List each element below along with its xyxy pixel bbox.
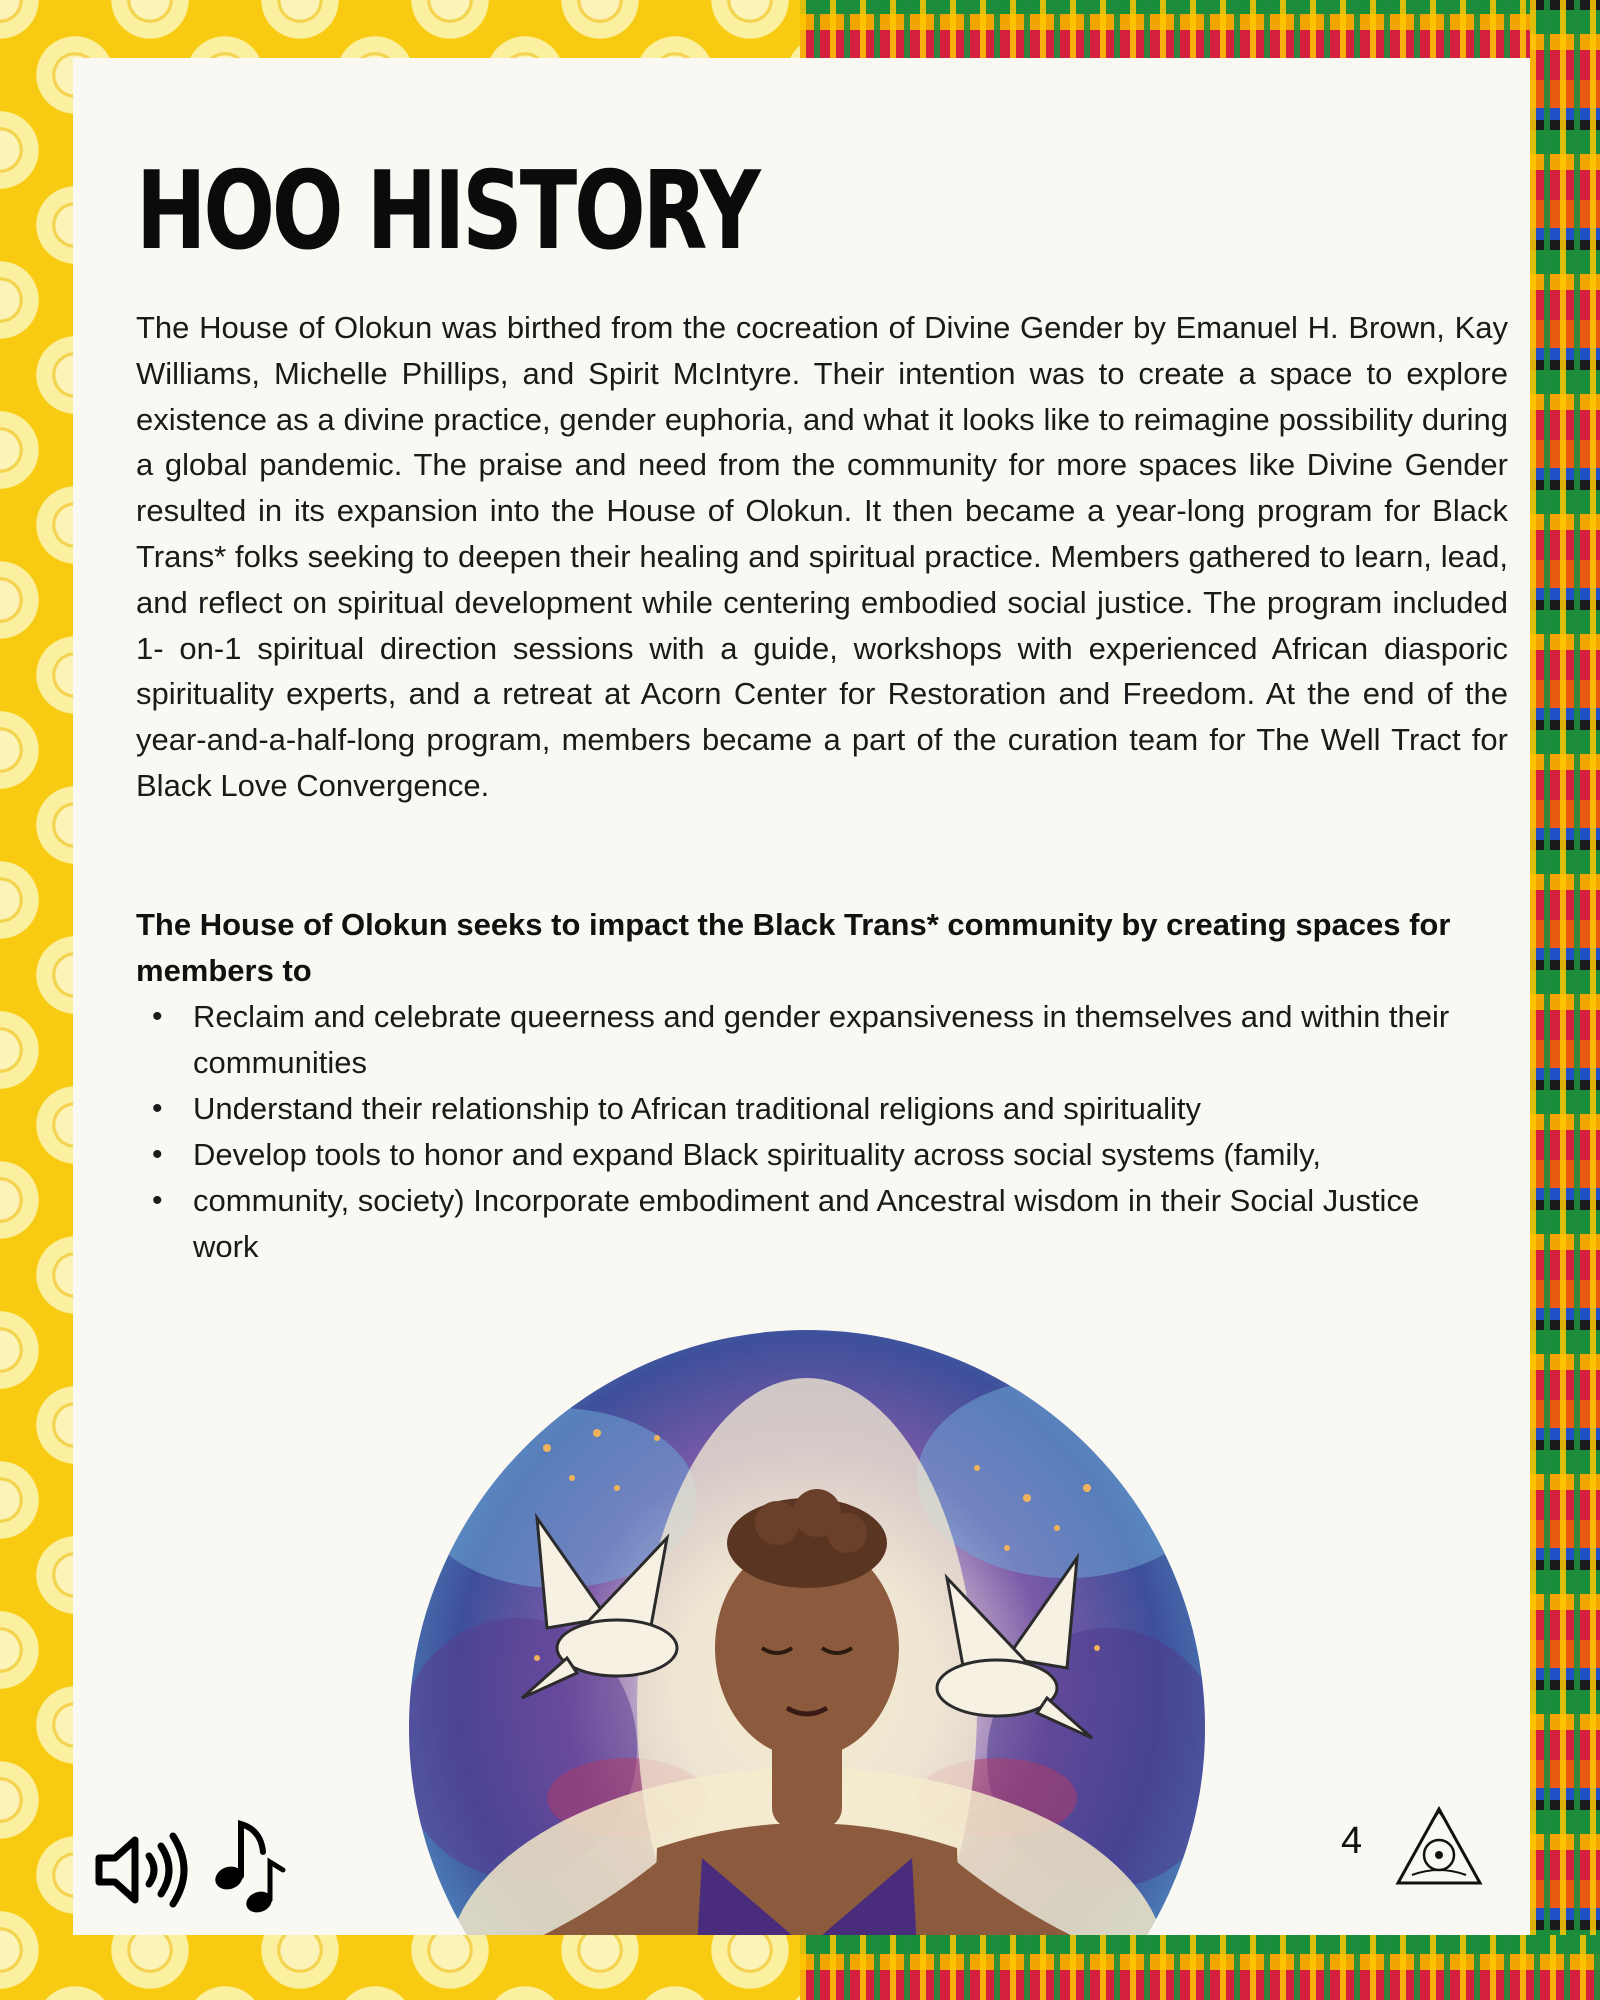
kente-border-bottom [800, 1935, 1600, 2000]
kente-border-top [800, 0, 1600, 60]
content-page [73, 58, 1530, 1935]
page-number: 4 [1341, 1820, 1363, 1862]
list-item: • Understand their relationship to African traditional religions and spirituality [136, 1086, 1466, 1132]
history-paragraph: The House of Olokun was birthed from the cocreation of Divine Gender by Emanuel H. Brown, Kay Williams, Michelle Phillips, and Spirit McIntyre. Their intention was to create a space to explore existence as a divine practice, gender euphoria, and what it looks like to reimagine possibility during a global pandemic. The praise and need from the community for more spaces like Divine Gender resulted in its expansion into the House of Olokun. It then became a year-long program for Black Trans* folks seeking to deepen their healing and spiritual practice. Members gathered to learn, lead, and reflect on spiritual development while centering embodied social justice. The program included 1- on-1 spiritual direction sessions with a guide, workshops with experienced African diasporic spirituality experts, and a retreat at Acorn Center for Restoration and Freedom. At the end of the year-and-a-half-long program, members became a part of the curation team for The Well Tract for Black Love Convergence. [136, 310, 1508, 803]
list-item: • community, society) Incorporate embodiment and Ancestral wisdom in their Social Justice work [136, 1178, 1466, 1270]
list-item: • Reclaim and celebrate queerness and gender expansiveness in themselves and within their communities [136, 994, 1466, 1086]
meditating-figure-illustration [407, 1328, 1207, 1935]
impact-intro: The House of Olokun seeks to impact the Black Trans* community by creating spaces for members to [136, 907, 1451, 988]
triangle-emblem-icon [1392, 1803, 1486, 1889]
music-note-icon[interactable] [213, 1818, 288, 1918]
impact-list [136, 994, 1466, 1270]
list-item: • Develop tools to honor and expand Black spirituality across social systems (family, [136, 1132, 1466, 1178]
page-title: HOO HISTORY [136, 149, 758, 274]
speaker-volume-icon[interactable] [93, 1828, 188, 1912]
kente-border-right [1530, 0, 1600, 2000]
